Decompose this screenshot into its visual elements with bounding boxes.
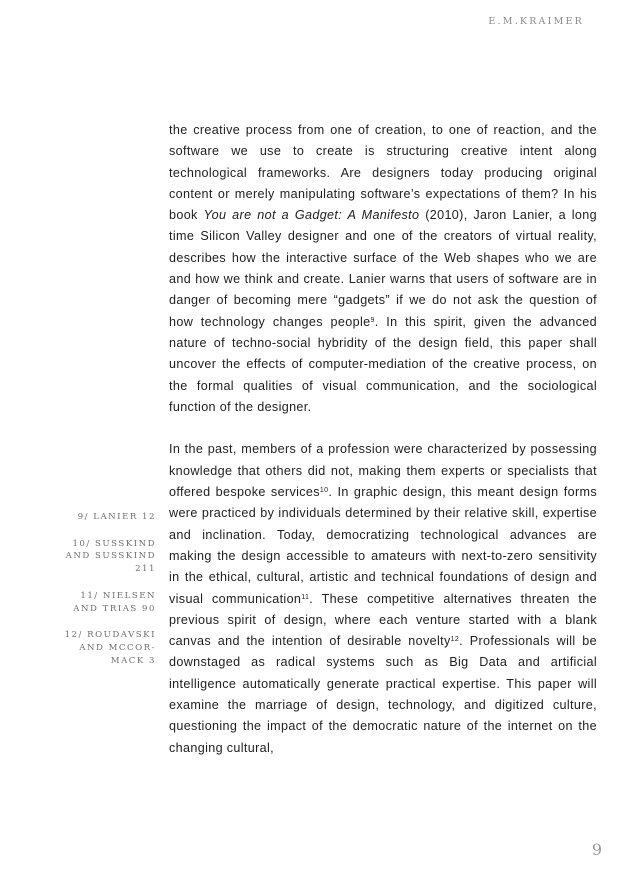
sidenote-11: 11/ NIELSEN AND TRIAS 90 [73,590,156,614]
paragraph-1-text-b: (2010), Jaron Lanier, a long time Silicon Valley designer and one of the creators of virtual reality, describes how the interactive surface of the Web shapes who we are and how we think and create. Lanier warns that users of software are in danger of becoming mere “gadgets” if we do not ask the question of how technology changes people [169,208,597,329]
running-header-author: E.M.KRAIMER [488,16,584,27]
sidenote-9: 9/ LANIER 12 [77,512,156,522]
paragraph-1-text-c: . In this spirit, given the advanced nature of techno-social hybridity of the design field, this paper shall uncover the effects of computer-mediation of the creative process, on the formal qualities of visual communication, and the sociological function of the designer. [169,314,597,414]
sidenotes-column [62,511,156,681]
footnote-ref-11: 11 [301,593,310,601]
footnote-ref-9: 9 [370,316,375,324]
sidenote-12: 12/ ROUDAVSKI AND MCCOR-MACK 3 [64,630,156,666]
sidenote-10: 10/ SUSSKIND AND SUSSKIND 211 [65,538,156,575]
footnote-ref-10: 10 [319,487,329,495]
paragraph-2-text-d: . Professionals will be downstaged as radical systems such as Big Data and artificial intelligence automatically generate practical expertise. This paper will examine the marriage of design, technology, and digitized culture, questioning the impact of the democratic nature of the internet on the changing cultural, [169,634,597,755]
page-number: 9 [591,840,602,859]
paragraph-2-text-a: In the past, members of a profession were characterized by possessing knowledge that others did not, making them experts or specialists that offered bespoke services [169,442,597,500]
paragraph-1 [169,120,597,418]
footnote-ref-12: 12 [450,636,460,644]
paragraph-2-text-b: . In graphic design, this meant design forms were practiced by individuals determined by their relative skill, expertise and inclination. Today, democratizing technological advances are making the design accessible to amateurs with next-to-zero sensitivity in the ethical, cultural, artistic and technical foundations of design and visual communication [169,485,597,606]
book-title: You are not a Gadget: A Manifesto [203,208,420,223]
body-text-column [169,120,597,759]
paragraph-1-text-a: the creative process from one of creation, to one of reaction, and the software we use to create is structuring creative intent along technological frameworks. Are designers today producing original content or merely manipulating software’s expectations of them? In his book [169,123,597,223]
paragraph-2-text-c: . These competitive alternatives threaten the previous spirit of design, where each venture started with a blank canvas and the intention of desirable novelty [169,591,597,649]
paragraph-2 [169,439,597,758]
